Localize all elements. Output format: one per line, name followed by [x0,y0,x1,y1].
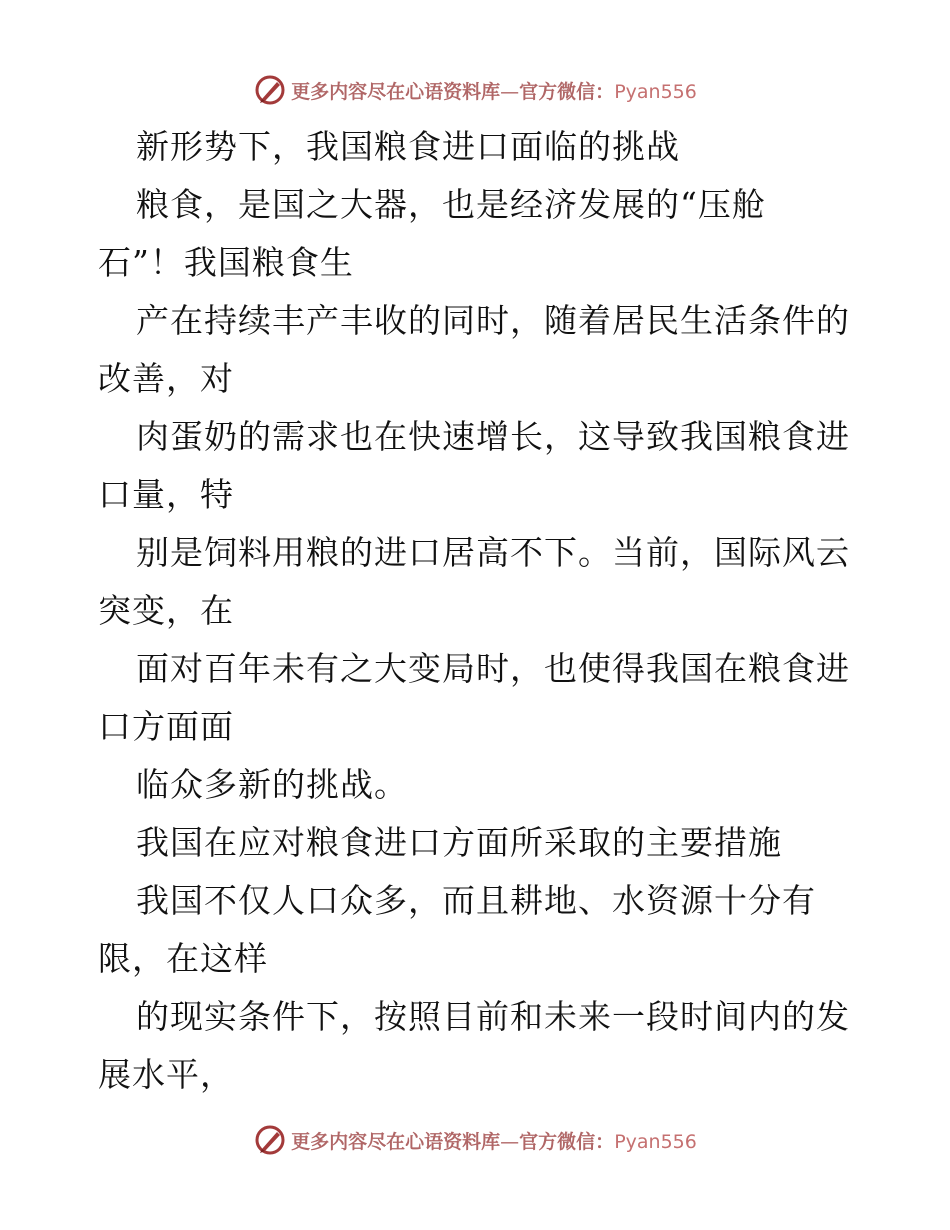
banner-separator: — [500,80,520,103]
banner-brand-text: 更多内容尽在心语资料库 [291,80,501,103]
banner-wechat-id: Pyan556 [614,80,697,103]
banner-wechat-label: 官方微信： [519,1130,615,1153]
text-line: 肉蛋奶的需求也在快速增长，这导致我国粮食进 [136,417,850,456]
pen-logo-icon [253,1123,287,1157]
text-line: 限，在这样 [98,939,268,978]
banner-text [291,1127,697,1154]
banner-separator: — [500,1130,520,1153]
text-line: 产在持续丰产丰收的同时，随着居民生活条件的 [136,301,850,340]
text-line: 的现实条件下，按照目前和未来一段时间内的发 [136,997,850,1036]
text-line: 面对百年未有之大变局时，也使得我国在粮食进 [136,649,850,688]
header-banner [0,70,950,110]
text-line: 突变，在 [98,591,234,630]
text-line: 改善，对 [98,359,234,398]
document-body [98,118,858,1104]
text-line: 展水平， [98,1055,234,1094]
text-line: 石”！我国粮食生 [98,243,354,282]
text-line: 新形势下，我国粮食进口面临的挑战 [136,127,680,166]
text-line: 口量，特 [98,475,234,514]
text-line: 我国不仅人口众多，而且耕地、水资源十分有 [136,881,816,920]
banner-text [291,77,697,104]
text-line: 口方面面 [98,707,234,746]
text-line: 粮食，是国之大器，也是经济发展的“压舱 [136,185,766,224]
banner-wechat-label: 官方微信： [519,80,615,103]
pen-logo-icon [253,73,287,107]
banner-wechat-id: Pyan556 [614,1130,697,1153]
text-line: 临众多新的挑战。 [136,765,408,804]
footer-banner [0,1120,950,1160]
banner-brand-text: 更多内容尽在心语资料库 [291,1130,501,1153]
text-line: 我国在应对粮食进口方面所采取的主要措施 [136,823,782,862]
text-line: 别是饲料用粮的进口居高不下。当前，国际风云 [136,533,850,572]
